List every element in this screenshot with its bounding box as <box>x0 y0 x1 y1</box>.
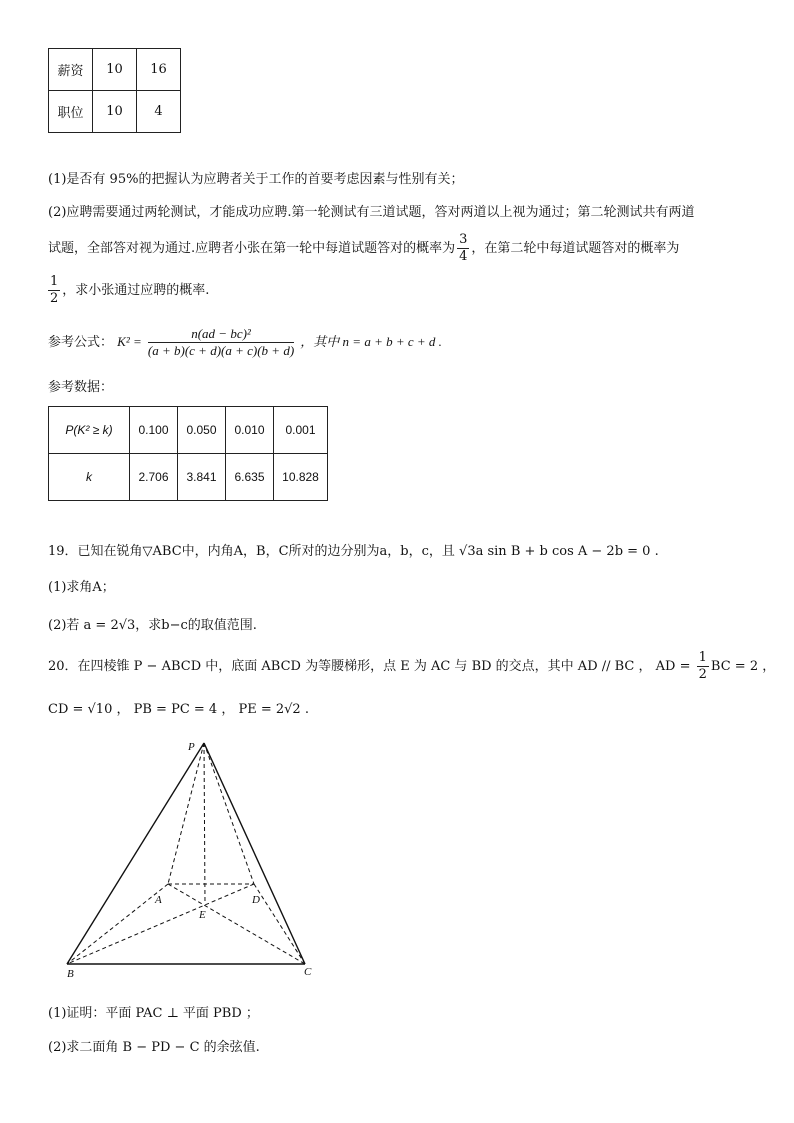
table-cell: 0.050 <box>178 407 226 454</box>
table-cell: 0.100 <box>130 407 178 454</box>
row-label: k <box>49 454 130 501</box>
table-cell: 2.706 <box>130 454 178 501</box>
fraction-denominator: 2 <box>698 667 707 682</box>
table-cell: 0.001 <box>274 407 328 454</box>
label-A: A <box>155 894 162 906</box>
q20-stem-text-a: 20．在四棱锥 P − ABCD 中，底面 ABCD 为等腰梯形，点 E 为 AC 与 BD 的交点，其中 AD // BC ， AD = <box>48 659 691 674</box>
header-label: P(K² ≥ k) <box>49 407 130 454</box>
solid-edges <box>67 743 305 964</box>
q19-part2: (2)若 a = 2√3，求b−c的取值范围. <box>48 618 257 633</box>
edge-AB <box>67 884 168 964</box>
label-P: P <box>188 741 195 753</box>
label-B: B <box>67 968 74 980</box>
table-cell: 0.010 <box>226 407 274 454</box>
q18-part2-line1: (2)应聘需要通过两轮测试，才能成功应聘.第一轮测试有三道试题，答对两道以上视为通过；第二轮测试共有两道 <box>48 205 695 220</box>
formula-label: 参考公式： <box>48 335 114 350</box>
table-cell: 10 <box>93 49 137 91</box>
edge-PC <box>204 743 305 964</box>
table-cell: 16 <box>137 49 181 91</box>
table-cell: 3.841 <box>178 454 226 501</box>
row-label: 职位 <box>49 91 93 133</box>
vertex-labels <box>67 741 312 980</box>
diagonal-AC <box>168 884 305 964</box>
q20-stem-text-b: BC = 2 ， <box>710 659 776 674</box>
q18-part2-text-a: 试题，全部答对视为通过.应聘者小张在第一轮中每道试题答对的概率为 <box>48 241 456 256</box>
fraction-numerator: 1 <box>50 274 59 289</box>
table-cell: 10.828 <box>274 454 328 501</box>
q18-part2-text-c: ，求小张通过应聘的概率. <box>62 283 210 298</box>
formula-lhs: K² = <box>117 334 142 349</box>
edge-DC <box>254 884 305 964</box>
fraction-numerator: 1 <box>698 650 707 665</box>
q20-stem-line2: CD = √10 ， PB = PC = 4 ， PE = 2√2 . <box>48 702 309 717</box>
label-E: E <box>199 909 206 921</box>
fraction-numerator: 3 <box>459 232 468 247</box>
ref-data-label: 参考数据： <box>48 380 114 395</box>
fraction-denominator: 2 <box>50 291 59 306</box>
formula-denominator: (a + b)(c + d)(a + c)(b + d) <box>147 343 295 358</box>
edge-PD <box>204 743 254 884</box>
edge-PA <box>168 743 204 884</box>
edge-PB <box>67 743 204 964</box>
q19-part1: (1)求角A； <box>48 580 115 595</box>
table-cell: 6.635 <box>226 454 274 501</box>
label-D: D <box>252 894 260 906</box>
q19-stem: 19．已知在锐角▽ABC中，内角A，B，C所对的边分别为a，b，c，且 √3a sin B + b cos A − 2b = 0 . <box>48 544 659 559</box>
label-C: C <box>304 966 312 978</box>
q18-part2-text-b: ，在第二轮中每道试题答对的概率为 <box>471 241 680 256</box>
edge-PE <box>204 743 205 904</box>
formula-tail: ，其中 n = a + b + c + d . <box>300 334 442 349</box>
q20-part2: (2)求二面角 B − PD − C 的余弦值. <box>48 1040 260 1055</box>
table-cell: 4 <box>137 91 181 133</box>
fraction-denominator: 4 <box>459 249 468 264</box>
formula-numerator: n(ad − bc)² <box>148 326 294 343</box>
q18-part1: (1)是否有 95%的把握认为应聘者关于工作的首要考虑因素与性别有关； <box>48 172 464 187</box>
q20-part1: (1)证明：平面 PAC ⊥ 平面 PBD ； <box>48 1006 259 1021</box>
hidden-edges <box>67 743 305 964</box>
row-label: 薪资 <box>49 49 93 91</box>
table-cell: 10 <box>93 91 137 133</box>
